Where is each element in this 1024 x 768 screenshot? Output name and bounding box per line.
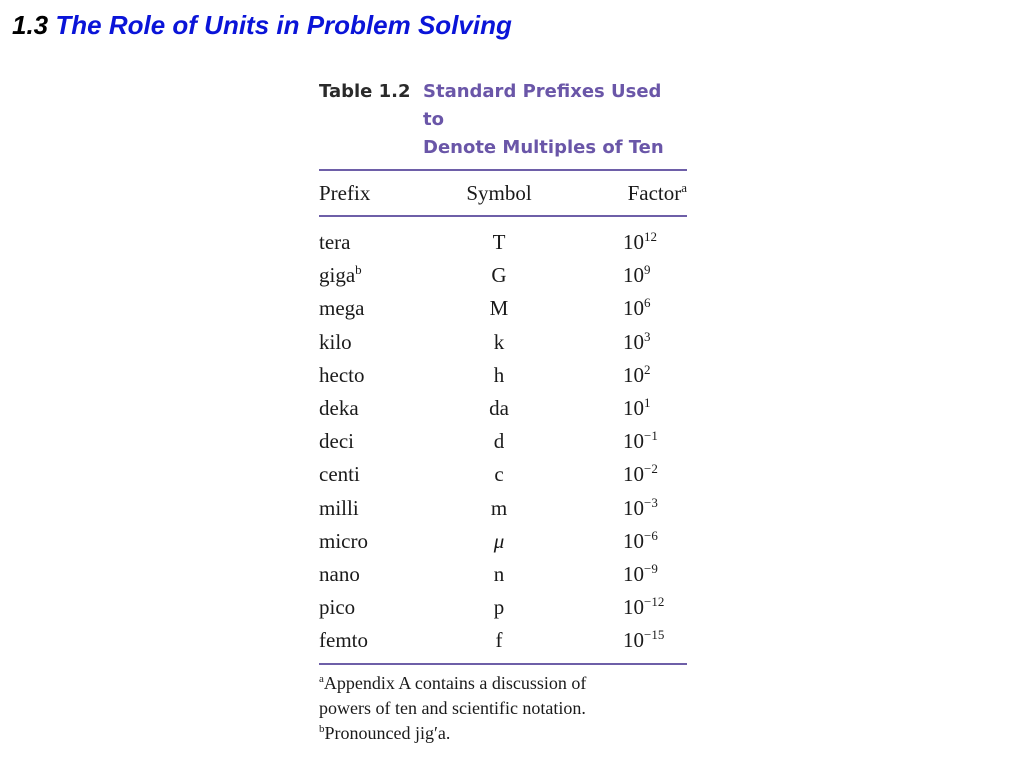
table-footnotes bbox=[319, 665, 687, 746]
footnote-a-line2: powers of ten and scientific notation. bbox=[319, 698, 586, 719]
symbol-cell: μ bbox=[493, 528, 505, 553]
prefix-cell bbox=[319, 529, 443, 554]
header-factor-label: Factor bbox=[627, 180, 682, 205]
footnote-b-text: Pronounced jig′a. bbox=[324, 723, 451, 744]
prefix-table bbox=[319, 78, 687, 746]
factor-cell bbox=[555, 529, 687, 554]
factor-exponent: 1 bbox=[644, 395, 651, 411]
table-row bbox=[319, 226, 687, 259]
symbol-cell: c bbox=[494, 462, 504, 487]
slide-number: 1.3 bbox=[12, 10, 49, 40]
prefix-cell bbox=[319, 330, 443, 355]
prefix-footnote-marker: b bbox=[355, 262, 362, 278]
symbol-cell: n bbox=[493, 561, 505, 586]
table-row bbox=[319, 492, 687, 525]
table-label: Table 1.2 bbox=[319, 81, 411, 102]
factor-cell bbox=[555, 230, 687, 255]
prefix-cell bbox=[319, 429, 443, 454]
table-title bbox=[423, 78, 687, 162]
table-row bbox=[319, 359, 687, 392]
prefix-name: femto bbox=[319, 628, 368, 653]
factor-base: 10 bbox=[623, 561, 644, 586]
slide-title bbox=[12, 10, 512, 41]
factor-exponent: 3 bbox=[644, 328, 651, 344]
table-row bbox=[319, 292, 687, 325]
factor-base: 10 bbox=[623, 628, 644, 653]
prefix-cell bbox=[319, 595, 443, 620]
table-row bbox=[319, 326, 687, 359]
factor-cell bbox=[555, 595, 687, 620]
symbol-cell: T bbox=[492, 230, 506, 255]
footnote-a-marker: a bbox=[319, 673, 324, 686]
table-row bbox=[319, 624, 687, 657]
factor-cell bbox=[555, 396, 687, 421]
footnote-a-line1: Appendix A contains a discussion of bbox=[323, 673, 587, 694]
factor-base: 10 bbox=[623, 495, 644, 520]
symbol-cell: M bbox=[489, 296, 509, 321]
factor-exponent: −9 bbox=[644, 560, 658, 576]
prefix-name: mega bbox=[319, 296, 365, 321]
factor-exponent: −6 bbox=[644, 527, 658, 543]
factor-exponent: −2 bbox=[644, 461, 658, 477]
prefix-cell bbox=[319, 628, 443, 653]
symbol-cell: da bbox=[489, 396, 509, 421]
prefix-cell bbox=[319, 296, 443, 321]
table-row bbox=[319, 525, 687, 558]
header-prefix: Prefix bbox=[319, 180, 371, 205]
header-factor-footnote-marker: a bbox=[681, 179, 687, 195]
factor-cell bbox=[555, 263, 687, 288]
factor-base: 10 bbox=[623, 296, 644, 321]
factor-cell bbox=[555, 628, 687, 653]
prefix-cell bbox=[319, 496, 443, 521]
factor-base: 10 bbox=[623, 263, 644, 288]
prefix-name: kilo bbox=[319, 329, 352, 354]
symbol-cell: d bbox=[493, 429, 505, 454]
prefix-cell bbox=[319, 462, 443, 487]
factor-cell bbox=[555, 429, 687, 454]
footnote-b-marker: b bbox=[319, 723, 325, 736]
factor-base: 10 bbox=[623, 429, 644, 454]
prefix-name: deci bbox=[319, 429, 354, 454]
prefix-cell bbox=[319, 263, 443, 288]
prefix-cell bbox=[319, 230, 443, 255]
factor-exponent: −12 bbox=[644, 594, 665, 610]
header-factor bbox=[555, 181, 687, 206]
symbol-cell: f bbox=[495, 628, 503, 653]
prefix-name: giga bbox=[319, 263, 356, 288]
factor-cell bbox=[555, 296, 687, 321]
factor-cell bbox=[555, 462, 687, 487]
table-row bbox=[319, 591, 687, 624]
footnote-a-continued bbox=[319, 696, 687, 721]
factor-exponent: 12 bbox=[644, 229, 657, 245]
table-title-line2: Denote Multiples of Ten bbox=[423, 137, 664, 158]
factor-exponent: −1 bbox=[644, 428, 658, 444]
symbol-cell: m bbox=[490, 495, 508, 520]
prefix-name: nano bbox=[319, 561, 360, 586]
factor-cell bbox=[555, 363, 687, 388]
table-row bbox=[319, 558, 687, 591]
prefix-cell bbox=[319, 396, 443, 421]
prefix-name: centi bbox=[319, 462, 360, 487]
factor-base: 10 bbox=[623, 230, 644, 255]
slide-title-text: The Role of Units in Problem Solving bbox=[55, 10, 512, 40]
symbol-cell: h bbox=[493, 362, 505, 387]
header-symbol: Symbol bbox=[466, 180, 532, 205]
table-title-line1: Standard Prefixes Used to bbox=[423, 81, 662, 130]
symbol-cell: p bbox=[493, 595, 505, 620]
table-caption bbox=[319, 78, 687, 171]
prefix-name: pico bbox=[319, 595, 356, 620]
factor-cell bbox=[555, 496, 687, 521]
prefix-cell bbox=[319, 363, 443, 388]
prefix-cell bbox=[319, 562, 443, 587]
factor-exponent: 6 bbox=[644, 295, 651, 311]
symbol-cell: G bbox=[491, 263, 507, 288]
prefix-name: deka bbox=[319, 396, 359, 421]
table-row bbox=[319, 458, 687, 491]
symbol-cell: k bbox=[493, 329, 505, 354]
factor-cell bbox=[555, 562, 687, 587]
prefix-name: milli bbox=[319, 495, 359, 520]
factor-base: 10 bbox=[623, 396, 644, 421]
factor-exponent: 9 bbox=[644, 262, 651, 278]
prefix-name: micro bbox=[319, 528, 368, 553]
factor-base: 10 bbox=[623, 595, 644, 620]
factor-exponent: −3 bbox=[644, 494, 658, 510]
table-body bbox=[319, 217, 687, 665]
table-row bbox=[319, 425, 687, 458]
factor-exponent: −15 bbox=[644, 627, 665, 643]
factor-base: 10 bbox=[623, 462, 644, 487]
factor-exponent: 2 bbox=[644, 361, 651, 377]
footnote-a bbox=[319, 671, 687, 696]
factor-cell bbox=[555, 330, 687, 355]
factor-base: 10 bbox=[623, 528, 644, 553]
factor-base: 10 bbox=[623, 329, 644, 354]
prefix-name: tera bbox=[319, 230, 351, 255]
table-row bbox=[319, 259, 687, 292]
table-header-row bbox=[319, 171, 687, 217]
table-row bbox=[319, 392, 687, 425]
prefix-name: hecto bbox=[319, 362, 365, 387]
footnote-b bbox=[319, 721, 687, 746]
factor-base: 10 bbox=[623, 362, 644, 387]
